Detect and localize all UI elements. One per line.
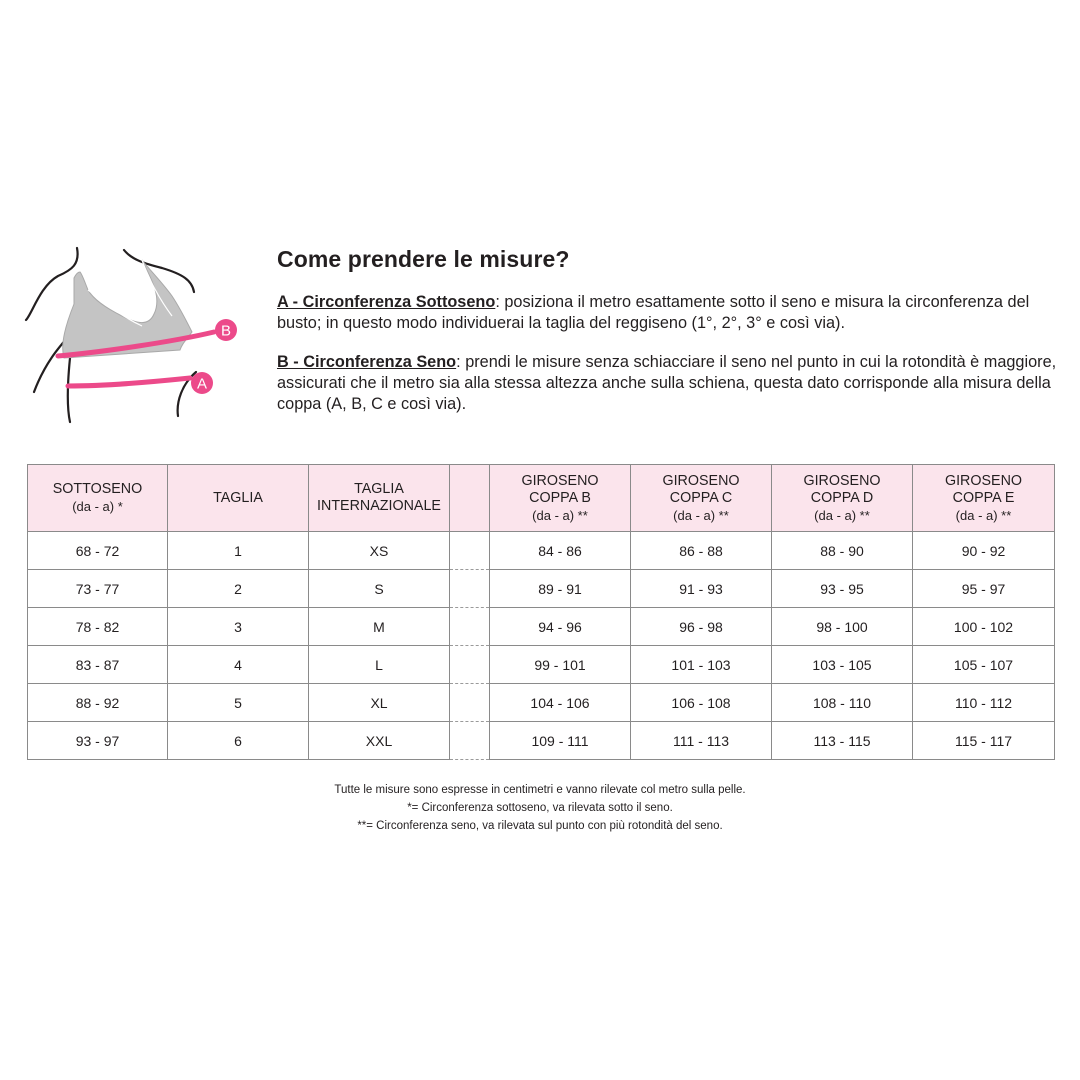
table-cell: 101 - 103 — [631, 646, 772, 684]
column-header-line1: SOTTOSENO — [52, 481, 143, 497]
table-cell: 111 - 113 — [631, 722, 772, 760]
column-header-line1: GIROSENO — [803, 472, 881, 489]
table-cell — [450, 532, 490, 570]
column-header — [168, 465, 309, 532]
term-b: B - Circonferenza Seno — [277, 353, 457, 371]
table-cell: 93 - 95 — [772, 570, 913, 608]
marker-a-icon — [191, 372, 213, 394]
table-cell: 94 - 96 — [490, 608, 631, 646]
table-cell: XS — [309, 532, 450, 570]
table-cell — [450, 722, 490, 760]
table-cell: 99 - 101 — [490, 646, 631, 684]
table-row — [28, 722, 1055, 760]
table-row — [28, 608, 1055, 646]
table-cell: 113 - 115 — [772, 722, 913, 760]
table-cell: S — [309, 570, 450, 608]
column-header-line2: COPPA E — [952, 489, 1015, 506]
table-cell: 98 - 100 — [772, 608, 913, 646]
footnote-underbust: *= Circonferenza sottoseno, va rilevata sotto il seno. — [407, 802, 673, 814]
table-cell: 1 — [168, 532, 309, 570]
table-row — [28, 684, 1055, 722]
column-header-line2: COPPA C — [669, 489, 733, 506]
column-header-sub: (da - a) ** — [814, 507, 870, 523]
body-outline-left — [26, 248, 78, 320]
footnote-bust: **= Circonferenza seno, va rilevata sul punto con più rotondità del seno. — [357, 820, 723, 832]
table-cell: 115 - 117 — [913, 722, 1055, 760]
table-cell: XL — [309, 684, 450, 722]
footnotes — [0, 781, 1080, 835]
table-cell: XXL — [309, 722, 450, 760]
table-cell: 83 - 87 — [28, 646, 168, 684]
table-cell — [450, 684, 490, 722]
table-cell: 93 - 97 — [28, 722, 168, 760]
column-header-line1: GIROSENO — [944, 472, 1023, 489]
table-cell: 3 — [168, 608, 309, 646]
instruction-a — [277, 292, 1057, 334]
table-cell: 6 — [168, 722, 309, 760]
column-header — [28, 465, 168, 532]
table-cell: 84 - 86 — [490, 532, 631, 570]
column-header-line2: COPPA B — [529, 489, 591, 506]
size-chart-table — [27, 464, 1055, 760]
column-header-line1: TAGLIA — [213, 489, 263, 506]
bra-shape — [63, 260, 192, 358]
table-cell: 2 — [168, 570, 309, 608]
table-cell: 100 - 102 — [913, 608, 1055, 646]
instruction-a-text: : posiziona il metro esattamente sotto il seno e misura la circonferenza del busto; in questo modo individuerai la taglia del reggiseno (1°, 2°, 3° e così via). — [277, 293, 1030, 332]
column-header-sub: (da - a) ** — [955, 507, 1012, 523]
table-cell — [450, 570, 490, 608]
measuring-tape-a — [68, 378, 190, 386]
table-cell: 78 - 82 — [28, 608, 168, 646]
bra-measurement-illustration — [22, 244, 244, 426]
column-header — [631, 465, 772, 532]
svg-text:B: B — [220, 322, 232, 340]
table-cell: 103 - 105 — [772, 646, 913, 684]
table-cell: 86 - 88 — [631, 532, 772, 570]
table-cell: 68 - 72 — [28, 532, 168, 570]
table-cell: 88 - 92 — [28, 684, 168, 722]
footnote-units: Tutte le misure sono espresse in centimetri e vanno rilevate col metro sulla pelle. — [334, 784, 746, 796]
table-cell: 104 - 106 — [490, 684, 631, 722]
table-cell: 109 - 111 — [490, 722, 631, 760]
column-header-line1: GIROSENO — [662, 472, 740, 489]
table-cell: 88 - 90 — [772, 532, 913, 570]
table-cell: 89 - 91 — [490, 570, 631, 608]
svg-text:A: A — [196, 375, 208, 393]
table-cell: 5 — [168, 684, 309, 722]
column-header-line1: TAGLIA — [354, 481, 404, 497]
marker-b-icon — [215, 319, 237, 341]
table-row — [28, 646, 1055, 684]
table-cell: 90 - 92 — [913, 532, 1055, 570]
column-header — [490, 465, 631, 532]
table-cell: 96 - 98 — [631, 608, 772, 646]
column-header-line1: GIROSENO — [521, 472, 599, 489]
table-body — [28, 532, 1055, 760]
column-header-line2: COPPA D — [810, 489, 874, 506]
measuring-instructions — [277, 246, 1057, 433]
column-header-sub: (da - a) * — [72, 499, 123, 514]
column-header — [772, 465, 913, 532]
table-row — [28, 532, 1055, 570]
instruction-b-text: : prendi le misure senza schiacciare il seno nel punto in cui la rotondità è maggiore, assicurati che il metro sia alla stessa altezza anche sulla schiena, questa dato corrisponde alla misura della coppa (A, B, C e così via). — [277, 353, 1057, 413]
column-header-sub: (da - a) ** — [532, 507, 588, 523]
table-row — [28, 570, 1055, 608]
page-title: Come prendere le misure? — [277, 246, 570, 272]
table-cell: M — [309, 608, 450, 646]
table-cell: 108 - 110 — [772, 684, 913, 722]
column-header-line2: INTERNAZIONALE — [317, 498, 441, 514]
table-cell: 73 - 77 — [28, 570, 168, 608]
column-header — [309, 465, 450, 532]
table-header-row — [28, 465, 1055, 532]
instruction-b — [277, 352, 1057, 415]
table-cell — [450, 608, 490, 646]
table-cell: 110 - 112 — [913, 684, 1055, 722]
column-header-sub: (da - a) ** — [673, 507, 729, 523]
term-a: A - Circonferenza Sottoseno — [277, 293, 496, 311]
table-cell: 95 - 97 — [913, 570, 1055, 608]
table-cell: 106 - 108 — [631, 684, 772, 722]
column-header — [913, 465, 1055, 532]
column-header — [450, 465, 490, 532]
table-cell — [450, 646, 490, 684]
table-cell: L — [309, 646, 450, 684]
table-cell: 4 — [168, 646, 309, 684]
table-cell: 91 - 93 — [631, 570, 772, 608]
table-cell: 105 - 107 — [913, 646, 1055, 684]
torso-left-outline — [68, 358, 70, 422]
